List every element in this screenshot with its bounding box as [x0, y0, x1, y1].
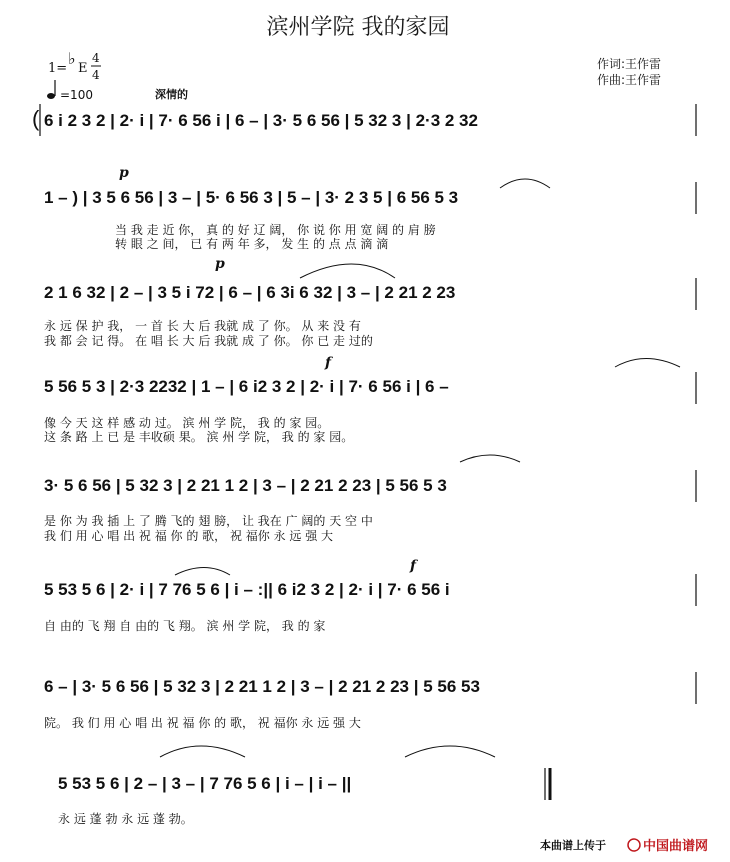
notes-line: 1 – ) | 3 5 6 56 | 3 – | 5· 6 56 3 | 5 – | 3· 2 3 5 | 6 56 5 3	[44, 188, 459, 207]
start-bracket: (	[32, 106, 40, 131]
score-row	[44, 278, 696, 348]
expression-marking: 深情的	[155, 88, 188, 101]
composer-credit: 作曲:王作雷	[597, 73, 662, 87]
key-letter: E	[78, 61, 88, 76]
notes-line: 3· 5 6 56 | 5 32 3 | 2 21 1 2 | 3 – | 2 21 2 23 | 5 56 5 3	[44, 476, 447, 495]
lyric-verse-2: 我 们 用 心 唱 出 祝 福 你 的 歌， 祝 福你 永 远 强 大	[44, 529, 334, 543]
lyric-verse-2: 这 条 路 上 已 是 丰收硕 果。 滨 州 学 院， 我 的 家 园。	[44, 430, 354, 444]
lyric-verse-1: 自 由的 飞 翔 自 由的 飞 翔。 滨 州 学 院， 我 的 家	[44, 619, 326, 633]
slur	[175, 568, 230, 576]
notes-line: 5 53 5 6 | 2· i | 7 76 5 6 | i – :|| 6 i2 3 2 | 2· i | 7· 6 56 i	[44, 580, 450, 599]
lyric-verse-1: 像 今 天 这 样 感 动 过。 滨 州 学 院， 我 的 家 园。	[44, 416, 330, 430]
notes-line: 5 53 5 6 | 2 – | 3 – | 7 76 5 6 | i – | i – ||	[58, 774, 352, 793]
lyric-verse-1: 是 你 为 我 插 上 了 腾 飞的 翅 膀， 让 我在 广 阔的 天 空 中	[44, 514, 373, 528]
slur	[160, 746, 245, 757]
slur	[615, 359, 680, 368]
site-logo-text: 中国曲谱网	[643, 839, 709, 854]
notes-line: 6 – | 3· 5 6 56 | 5 32 3 | 2 21 1 2 | 3 – | 2 21 2 23 | 5 56 53	[44, 677, 480, 696]
slur	[405, 746, 495, 757]
dynamic-f: f	[410, 558, 417, 574]
score-row	[44, 182, 696, 251]
lyric-verse-1: 院。 我 们 用 心 唱 出 祝 福 你 的 歌， 祝 福你 永 远 强 大	[44, 716, 361, 730]
score-row	[58, 768, 550, 826]
slur-marks	[160, 179, 680, 757]
score-row	[44, 470, 696, 543]
lyric-verse-1: 永 远 保 护 我， 一 首 长 大 后 我就 成 了 你。 从 来 没 有	[44, 319, 361, 333]
score-row	[44, 672, 696, 730]
lyric-verse-2: 我 都 会 记 得。 在 唱 长 大 后 我就 成 了 你。 你 已 走 过的	[44, 334, 373, 348]
notes-line: 6 i 2 3 2 | 2· i | 7· 6 56 i | 6 – | 3· 5 6 56 | 5 32 3 | 2·3 2 32	[44, 111, 478, 130]
key-prefix: 1=	[48, 61, 68, 76]
lyricist-credit: 作词:王作雷	[597, 57, 662, 71]
upload-label: 本曲谱上传于	[540, 839, 606, 852]
key-flat: ♭	[68, 49, 76, 68]
time-signature-bottom: 4	[92, 68, 100, 82]
lyric-verse-2: 转 眼 之 间， 已 有 两 年 多， 发 生 的 点 点 滴 滴	[115, 237, 389, 251]
lyric-verse-1: 当 我 走 近 你， 真 的 好 辽 阔， 你 说 你 用 宽 阔 的 肩 膀	[115, 223, 436, 237]
slur	[460, 455, 520, 462]
site-logo	[628, 838, 708, 854]
tempo-marking: =100	[60, 88, 93, 102]
dynamic-f: f	[325, 355, 332, 371]
dynamic-p: p	[215, 256, 225, 272]
site-logo-icon	[628, 839, 640, 851]
dynamic-p: p	[119, 165, 129, 181]
song-title: 滨州学院 我的家园	[266, 15, 450, 40]
lyric-verse-1: 永 远 蓬 勃 永 远 蓬 勃。	[58, 812, 193, 826]
score-row	[44, 574, 696, 633]
time-signature-top: 4	[92, 51, 100, 65]
score-row	[32, 104, 696, 136]
slur	[500, 179, 550, 188]
notes-line: 5 56 5 3 | 2·3 2232 | 1 – | 6 i2 3 2 | 2· i | 7· 6 56 i | 6 –	[44, 377, 449, 396]
quarter-note-icon	[47, 80, 55, 99]
notes-line: 2 1 6 32 | 2 – | 3 5 i 72 | 6 – | 6 3i 6 32 | 3 – | 2 21 2 23	[44, 283, 456, 302]
score-row	[44, 372, 696, 444]
slur	[300, 264, 395, 278]
